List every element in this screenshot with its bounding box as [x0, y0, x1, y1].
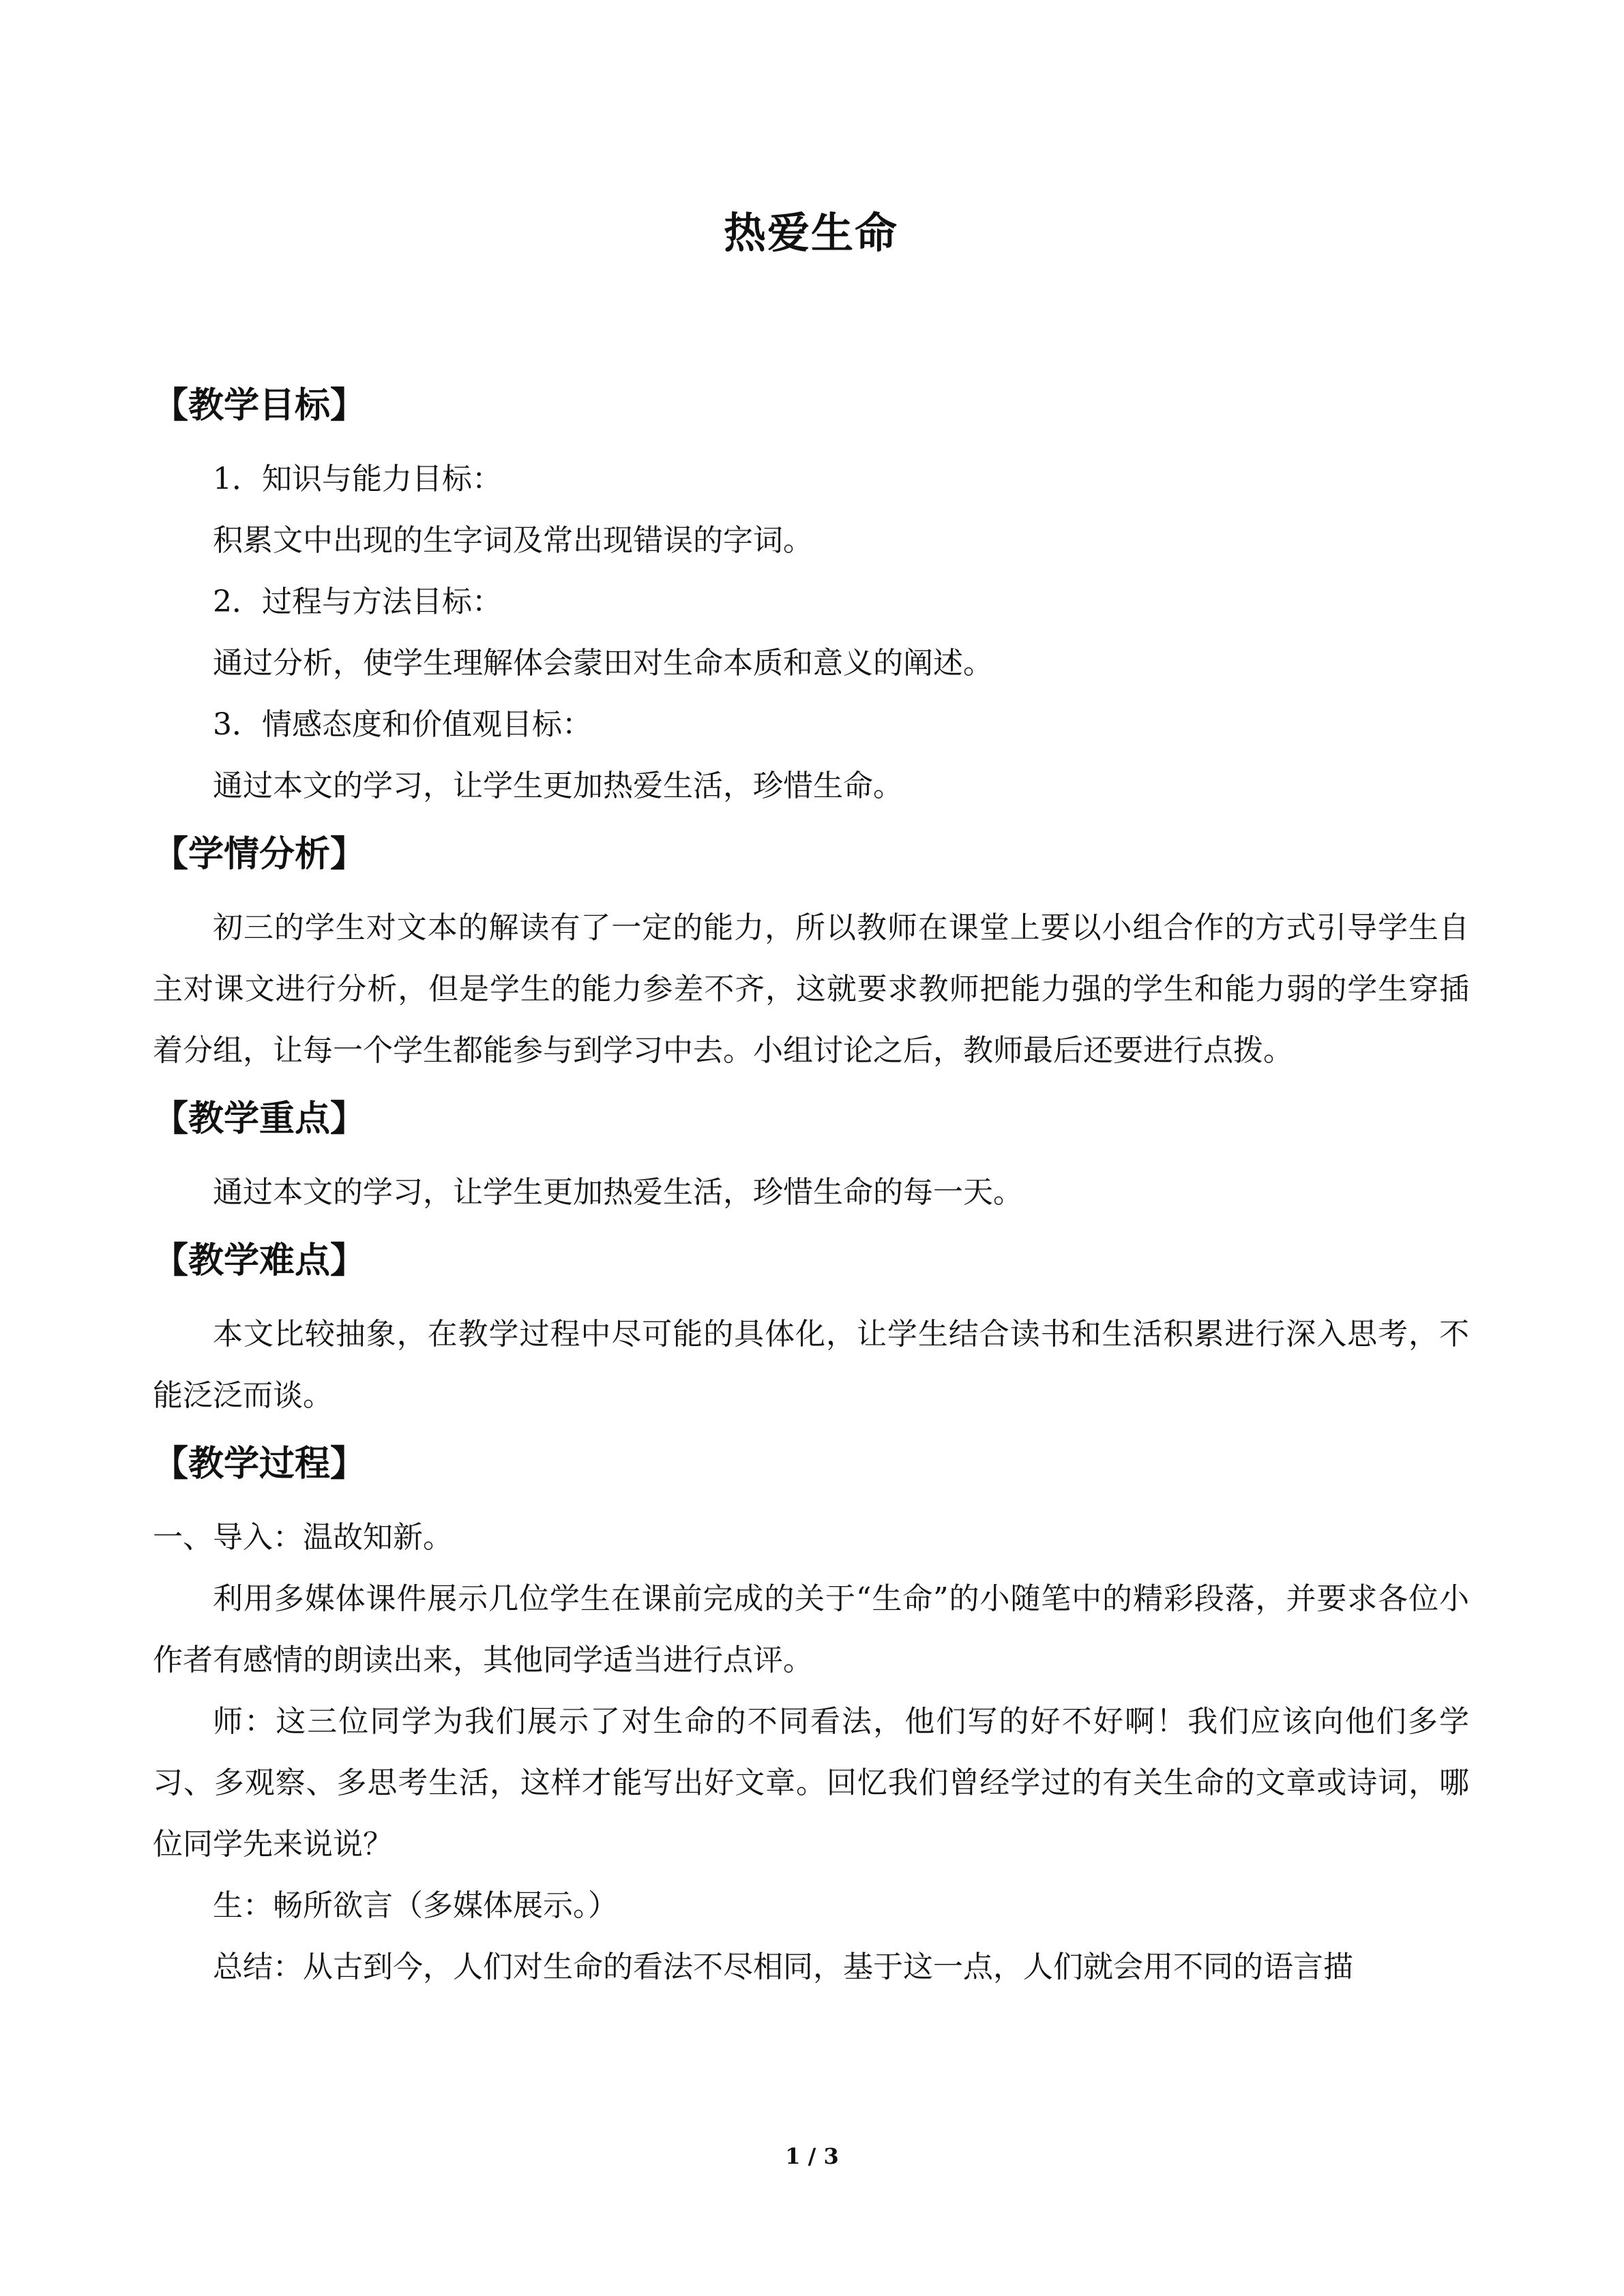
section-heading-analysis: 【学情分析】	[153, 834, 366, 875]
objective-item: 2．过程与方法目标：	[213, 584, 502, 619]
section-analysis	[153, 825, 1469, 1082]
section-heading-process: 【教学过程】	[153, 1444, 366, 1485]
objective-item: 3．情感态度和价值观目标：	[213, 707, 592, 742]
process-paragraph: 利用多媒体课件展示几位学生在课前完成的关于“生命”的小随笔中的精彩段落，并要求各位小作者有感情的朗读出来，其他同学适当进行点评。	[153, 1581, 1469, 1678]
document-title: 热爱生命	[723, 208, 898, 258]
section-heading-objectives: 【教学目标】	[153, 385, 366, 426]
key-points-paragraph: 通过本文的学习，让学生更加热爱生活，珍惜生命的每一天。	[213, 1175, 1023, 1210]
process-paragraph: 总结：从古到今，人们对生命的看法不尽相同，基于这一点，人们就会用不同的语言描	[213, 1950, 1353, 1984]
section-objectives	[153, 376, 1469, 817]
objective-item: 通过分析，使学生理解体会蒙田对生命本质和意义的阐述。	[213, 646, 993, 681]
section-heading-difficulties: 【教学难点】	[153, 1240, 366, 1281]
section-key-points	[153, 1090, 1469, 1223]
process-step-heading: 一、导入：温故知新。	[153, 1520, 453, 1555]
objective-item: 1．知识与能力目标：	[213, 462, 502, 496]
analysis-paragraph: 初三的学生对文本的解读有了一定的能力，所以教师在课堂上要以小组合作的方式引导学生自主对课文进行分析，但是学生的能力参差不齐，这就要求教师把能力强的学生和能力弱的学生穿插着分组，让每一个学生都能参与到学习中去。小组讨论之后，教师最后还要进行点拨。	[153, 910, 1469, 1068]
difficulties-paragraph: 本文比较抽象，在教学过程中尽可能的具体化，让学生结合读书和生活积累进行深入思考，不能泛泛而谈。	[153, 1317, 1469, 1413]
section-process	[153, 1435, 1469, 1998]
process-paragraph: 师：这三位同学为我们展示了对生命的不同看法，他们写的好不好啊！我们应该向他们多学习、多观察、多思考生活，这样才能写出好文章。回忆我们曾经学过的有关生命的文章或诗词，哪位同学先来说说？	[153, 1704, 1469, 1862]
section-heading-key-points: 【教学重点】	[153, 1099, 366, 1139]
section-difficulties	[153, 1232, 1469, 1427]
document-content	[153, 205, 1469, 2006]
objective-item: 积累文中出现的生字词及常出现错误的字词。	[213, 523, 813, 558]
objective-item: 通过本文的学习，让学生更加热爱生活，珍惜生命。	[213, 769, 903, 803]
process-paragraph: 生：畅所欲言（多媒体展示。）	[213, 1888, 618, 1923]
page-number: 1 / 3	[785, 2143, 839, 2169]
